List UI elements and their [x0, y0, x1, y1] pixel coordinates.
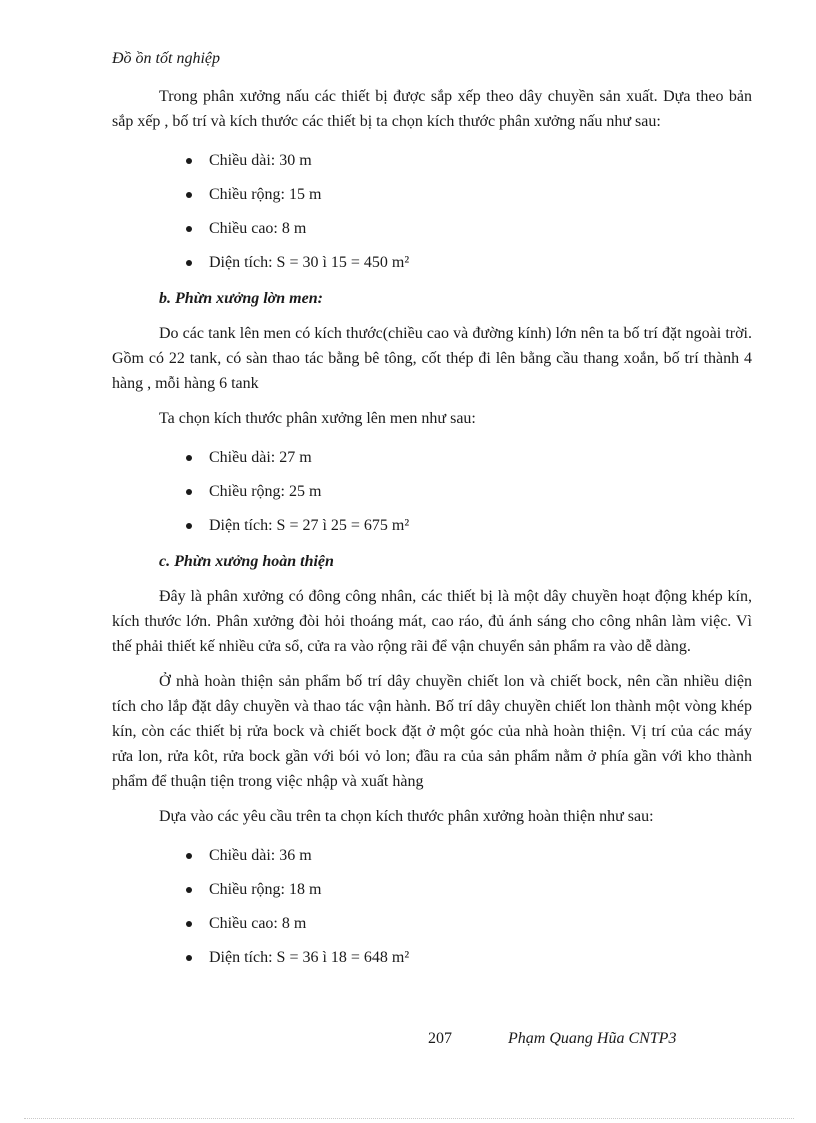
section-c-bullet-list	[112, 839, 752, 975]
bullet-icon	[186, 853, 192, 859]
page-header-title: Đồ ồn tốt nghiệp	[112, 50, 220, 67]
list-item	[112, 212, 752, 246]
bullet-icon	[186, 260, 192, 266]
section-c-paragraph-3: Dựa vào các yêu cầu trên ta chọn kích thước phân xưởng hoàn thiện như sau:	[159, 808, 654, 825]
bullet-icon	[186, 226, 192, 232]
list-item	[112, 873, 752, 907]
section-c-paragraph-1: Đây là phân xưởng có đông công nhân, các thiết bị là một dây chuyền hoạt động khép kín, kích thước lớn. Phân xưởng đòi hỏi thoáng mát, cao ráo, đủ ánh sáng cho công nhân làm việc. Vì thế phải thiết kế nhiều cửa sổ, cửa ra vào rộng rãi để vận chuyển sản phẩm ra vào dễ dàng.	[112, 588, 752, 655]
document-body	[112, 84, 752, 982]
list-item-text: Chiều cao: 8 m	[209, 915, 307, 932]
list-item	[112, 144, 752, 178]
section-b-bullet-list	[112, 441, 752, 543]
list-item-text: Diện tích: S = 36 ì 18 = 648 m²	[209, 949, 410, 966]
list-item	[112, 246, 752, 280]
section-b-paragraph-1: Do các tank lên men có kích thước(chiều cao và đường kính) lớn nên ta bố trí đặt ngoài trời. Gồm có 22 tank, có sàn thao tác bằng bê tông, cốt thép đi lên bằng cầu thang xoắn, bố trí thành 4 hàng , mỗi hàng 6 tank	[112, 325, 752, 392]
list-item	[112, 475, 752, 509]
section-b-heading: b. Phừn xưởng lờn men:	[159, 290, 323, 307]
intro-paragraph: Trong phân xưởng nấu các thiết bị được sắp xếp theo dây chuyền sản xuất. Dựa theo bản sắp xếp , bố trí và kích thước các thiết bị ta chọn kích thước phân xưởng nấu như sau:	[112, 88, 752, 130]
section-b-paragraph-2: Ta chọn kích thước phân xưởng lên men như sau:	[159, 410, 476, 427]
list-item	[112, 441, 752, 475]
bullet-icon	[186, 921, 192, 927]
list-item-text: Chiều dài: 36 m	[209, 847, 312, 864]
bullet-icon	[186, 489, 192, 495]
list-item-text: Diện tích: S = 30 ì 15 = 450 m²	[209, 254, 410, 271]
list-item-text: Chiều rộng: 15 m	[209, 186, 322, 203]
bullet-icon	[186, 455, 192, 461]
page-number: 207	[428, 1030, 452, 1047]
list-item	[112, 907, 752, 941]
list-item-text: Diện tích: S = 27 ì 25 = 675 m²	[209, 517, 410, 534]
footer-author: Phạm Quang Hũa CNTP3	[508, 1030, 677, 1047]
list-item	[112, 839, 752, 873]
list-item-text: Chiều cao: 8 m	[209, 220, 307, 237]
list-item-text: Chiều rộng: 18 m	[209, 881, 322, 898]
bullet-icon	[186, 192, 192, 198]
list-item	[112, 178, 752, 212]
list-item	[112, 941, 752, 975]
section-c-paragraph-2: Ở nhà hoàn thiện sản phẩm bố trí dây chuyền chiết lon và chiết bock, nên cần nhiều diện tích cho lắp đặt dây chuyền và thao tác vận hành. Bố trí dây chuyền chiết lon thành một vòng khép kín, còn các thiết bị rửa bock và chiết bock đặt ở một góc của nhà hoàn thiện. Vị trí của các máy rửa lon, rửa kôt, rửa bock gần với bói vỏ lon; đầu ra của sản phẩm nằm ở phía gần với kho thành phẩm để thuận tiện trong việc nhập và xuất hàng	[112, 673, 752, 790]
bullet-icon	[186, 158, 192, 164]
intro-bullet-list	[112, 144, 752, 280]
section-c-heading: c. Phừn xưởng hoàn thiện	[159, 553, 334, 570]
page-bottom-divider	[24, 1118, 794, 1119]
list-item-text: Chiều dài: 30 m	[209, 152, 312, 169]
list-item-text: Chiều rộng: 25 m	[209, 483, 322, 500]
bullet-icon	[186, 887, 192, 893]
bullet-icon	[186, 955, 192, 961]
list-item	[112, 509, 752, 543]
list-item-text: Chiều dài: 27 m	[209, 449, 312, 466]
bullet-icon	[186, 523, 192, 529]
